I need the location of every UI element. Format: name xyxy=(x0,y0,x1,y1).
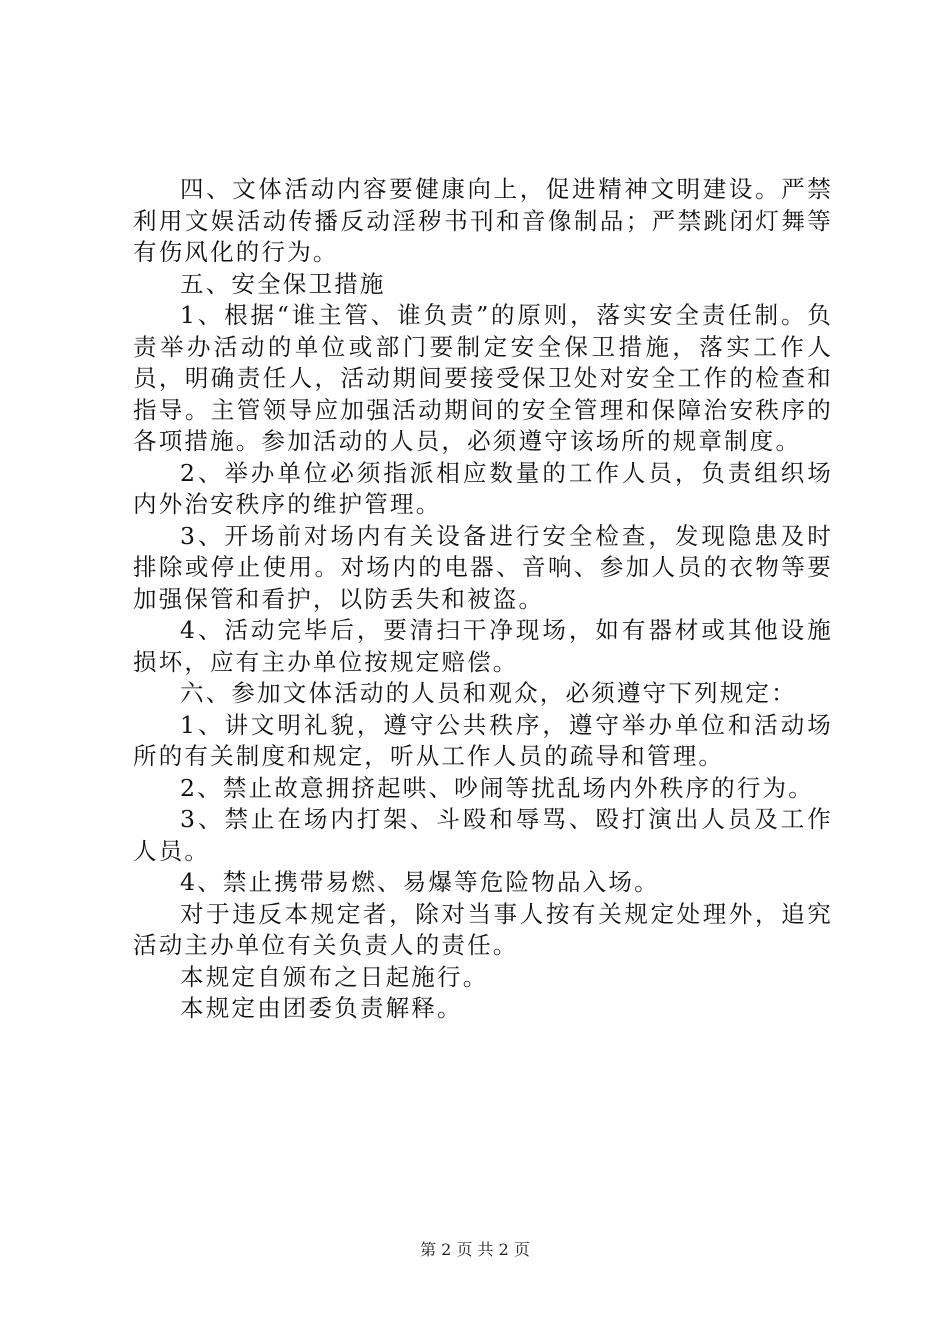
paragraph-item: 4、活动完毕后，要清扫干净现场，如有器材或其他设施损坏，应有主办单位按规定赔偿。 xyxy=(133,616,833,676)
page-number-footer: 第 2 页 共 2 页 xyxy=(420,1240,530,1259)
paragraph-item: 1、讲文明礼貌，遵守公共秩序，遵守举办单位和活动场所的有关制度和规定，听从工作人员的疏导和管理。 xyxy=(133,710,833,770)
paragraph-effective-date: 本规定自颁布之日起施行。 xyxy=(180,962,489,991)
paragraph-section-four: 四、文体活动内容要健康向上，促进精神文明建设。严禁利用文娱活动传播反动淫秽书刊和音像制品；严禁跳闭灯舞等有伤风化的行为。 xyxy=(133,175,833,266)
paragraph-penalty: 对于违反本规定者，除对当事人按有关规定处理外，追究活动主办单位有关负责人的责任。 xyxy=(133,899,833,959)
paragraph-section-six-heading: 六、参加文体活动的人员和观众，必须遵守下列规定： xyxy=(180,679,797,707)
paragraph-section-five-heading: 五、安全保卫措施 xyxy=(180,269,386,298)
paragraph-item: 3、禁止在场内打架、斗殴和辱骂、殴打演出人员及工作人员。 xyxy=(133,805,833,865)
document-body xyxy=(133,174,833,1025)
paragraph-interpretation: 本规定由团委负责解释。 xyxy=(180,994,463,1022)
paragraph-item: 4、禁止携带易燃、易爆等危险物品入场。 xyxy=(180,868,660,896)
paragraph-item: 1、根据“谁主管、谁负责”的原则，落实安全责任制。负责举办活动的单位或部门要制定安全保卫措施，落实工作人员，明确责任人，活动期间要接受保卫处对安全工作的检查和指导。主管领导应加强活动期间的安全管理和保障治安秩序的各项措施。参加活动的人员，必须遵守该场所的规章制度。 xyxy=(133,301,833,455)
paragraph-item: 3、开场前对场内有关设备进行安全检查，发现隐患及时排除或停止使用。对场内的电器、音响、参加人员的衣物等要加强保管和看护，以防丢失和被盗。 xyxy=(133,521,833,613)
paragraph-item: 2、禁止故意拥挤起哄、吵闹等扰乱场内外秩序的行为。 xyxy=(180,773,814,802)
paragraph-item: 2、举办单位必须指派相应数量的工作人员，负责组织场内外治安秩序的维护管理。 xyxy=(133,458,833,518)
